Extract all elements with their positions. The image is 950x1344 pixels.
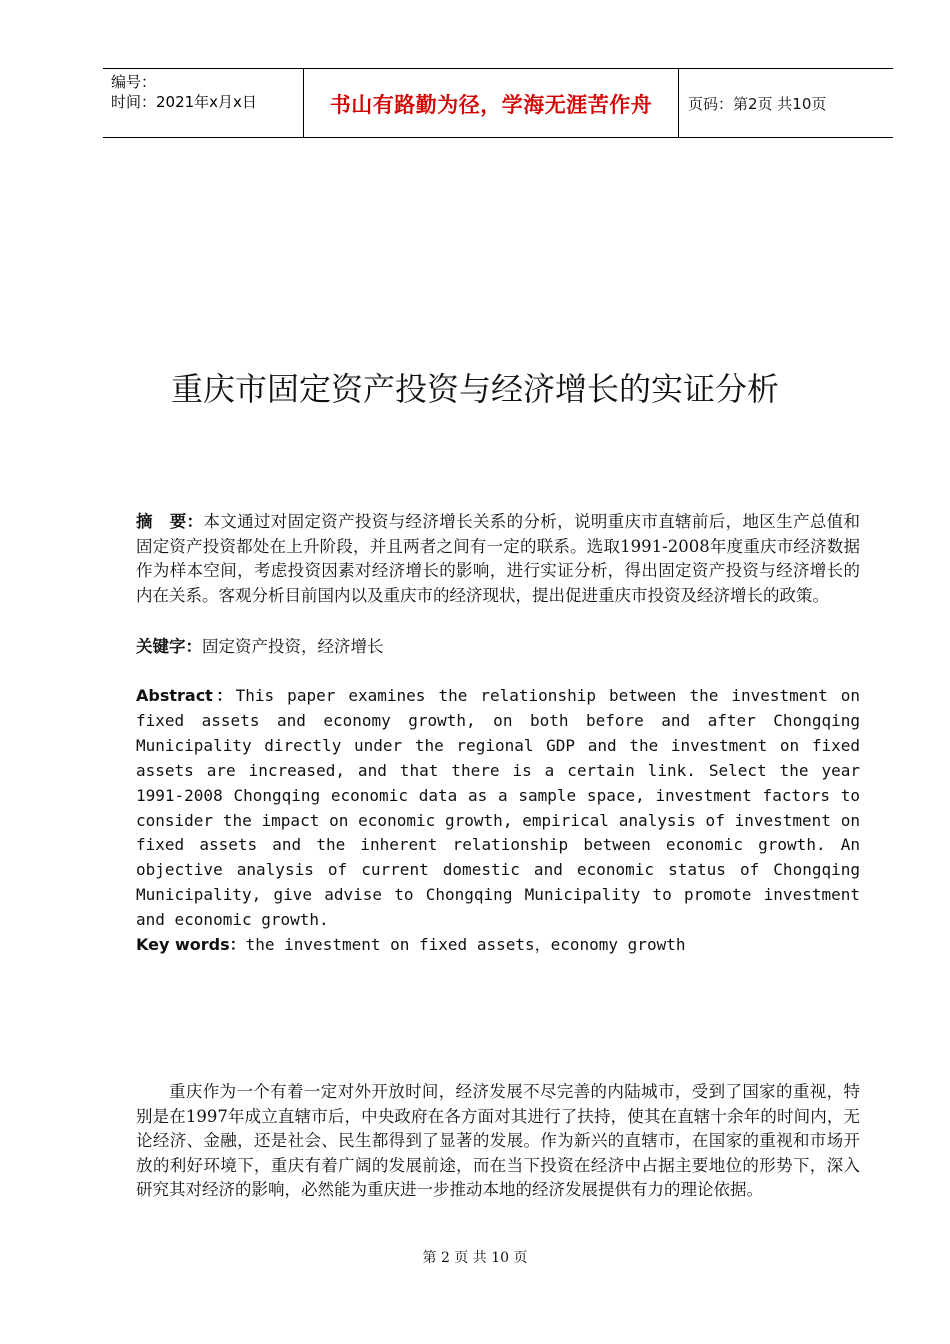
keywords-cn-text: 固定资产投资，经济增长	[202, 637, 384, 656]
keywords-en-text: the investment on fixed assets，economy growth	[245, 935, 686, 954]
abstract-cn-label: 摘 要：	[136, 512, 204, 531]
document-header	[103, 68, 893, 138]
header-motto-cell	[303, 69, 679, 137]
header-page-code: 页码：第2页 共10页	[688, 95, 827, 113]
header-motto: 书山有路勤为径，学海无涯苦作舟	[329, 93, 653, 117]
keywords-cn-section	[136, 635, 860, 660]
header-page-cell	[678, 69, 893, 137]
page-footer: 第 2 页 共 10 页	[422, 1250, 528, 1266]
keywords-en-label: Key words：	[136, 935, 246, 954]
abstract-en-section	[136, 684, 860, 933]
keywords-cn-label: 关键字：	[136, 637, 202, 656]
header-number-label: 编号：	[111, 73, 157, 91]
abstract-cn-text: 本文通过对固定资产投资与经济增长关系的分析，说明重庆市直辖前后，地区生产总值和固定资产投资都处在上升阶段，并且两者之间有一定的联系。选取1991-2008年度重庆市经济数据作为样本空间，考虑投资因素对经济增长的影响，进行实证分析，得出固定资产投资与经济增长的内在关系。客观分析目前国内以及重庆市的经济现状，提出促进重庆市投资及经济增长的政策。	[136, 512, 861, 605]
abstract-en-text: This paper examines the relationship between the investment on fixed assets and economy growth, on both before and after Chongqing Municipality directly under the regional GDP and the investment on fixed assets are increased, and that there is a certain link. Select the year 1991-2008 Chongqing economic data as a sample space, investment factors to consider the impact on economic growth, empirical analysis of investment on fixed assets and the inherent relationship between economic growth. An objective analysis of current domestic and economic status of Chongqing Municipality, give advise to Chongqing Municipality to promote investment and economic growth.	[136, 686, 860, 930]
keywords-en-section	[136, 933, 860, 958]
abstract-en-label: Abstract：	[136, 686, 236, 705]
header-time-label: 时间：2021年x月x日	[111, 93, 257, 111]
intro-paragraph: 重庆作为一个有着一定对外开放时间，经济发展不尽完善的内陆城市，受到了国家的重视，特别是在1997年成立直辖市后，中央政府在各方面对其进行了扶持，使其在直辖十余年的时间内，无论经济、金融，还是社会、民生都得到了显著的发展。作为新兴的直辖市，在国家的重视和市场开放的利好环境下，重庆有着广阔的发展前途，而在当下投资在经济中占据主要地位的形势下，深入研究其对经济的影响，必然能为重庆进一步推动本地的经济发展提供有力的理论依据。	[136, 1082, 860, 1200]
abstract-cn-section	[136, 510, 860, 608]
header-info-cell	[103, 69, 303, 137]
document-title: 重庆市固定资产投资与经济增长的实证分析	[170, 370, 779, 408]
intro-section	[136, 1080, 860, 1203]
